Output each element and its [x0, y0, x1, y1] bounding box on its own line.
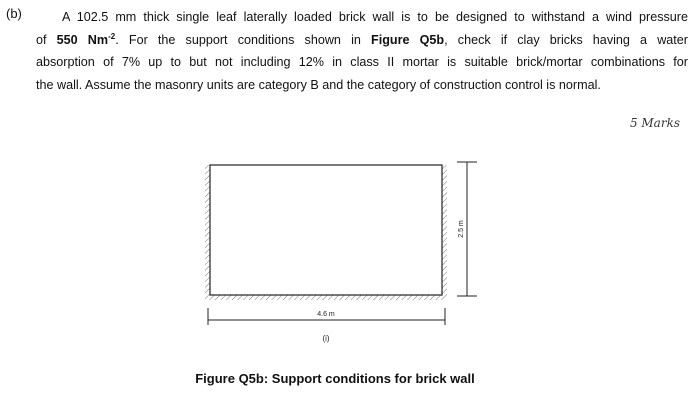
- bottom-support-hatch: [205, 295, 447, 300]
- wall-figure: [195, 150, 495, 350]
- right-support-hatch: [442, 165, 447, 295]
- height-label: 2.5 m: [458, 220, 465, 238]
- wall-panel: [210, 165, 442, 295]
- question-text-part: the wall. Assume the masonry units are category B and the category of construction control is normal.: [36, 77, 601, 92]
- question-line-2: [36, 29, 688, 52]
- question-text-part: Figure Q5b: [371, 32, 445, 47]
- question-line-1: [36, 6, 688, 29]
- question-text-part: of: [36, 32, 57, 47]
- figure-caption-wrap: [0, 371, 700, 386]
- question-label: (b): [6, 6, 22, 21]
- figure-sub-label: (i): [322, 334, 330, 343]
- question-line-3: [36, 51, 688, 74]
- question-text-part: A 102.5 mm thick single leaf laterally loaded brick wall is to be designed to withstand a wind pressure: [62, 10, 688, 24]
- question-text: [36, 6, 688, 96]
- marks-note: 5 Marks: [629, 116, 680, 130]
- wall-diagram: [195, 150, 495, 350]
- question-text-part: absorption of 7% up to but not including 12% in class II mortar is suitable brick/mortar combinations for: [36, 55, 688, 69]
- width-label: 4.6 m: [317, 311, 335, 318]
- question-text-part: . For the support conditions shown in: [115, 32, 372, 47]
- question-text-part: 550 Nm: [56, 32, 109, 47]
- question-text-part: -2: [108, 31, 116, 41]
- question-text-part: , check if clay bricks having a water: [444, 32, 688, 47]
- figure-caption: Figure Q5b: Support conditions for brick wall: [195, 371, 475, 386]
- question-line-4: [36, 74, 688, 97]
- left-support-hatch: [205, 165, 210, 295]
